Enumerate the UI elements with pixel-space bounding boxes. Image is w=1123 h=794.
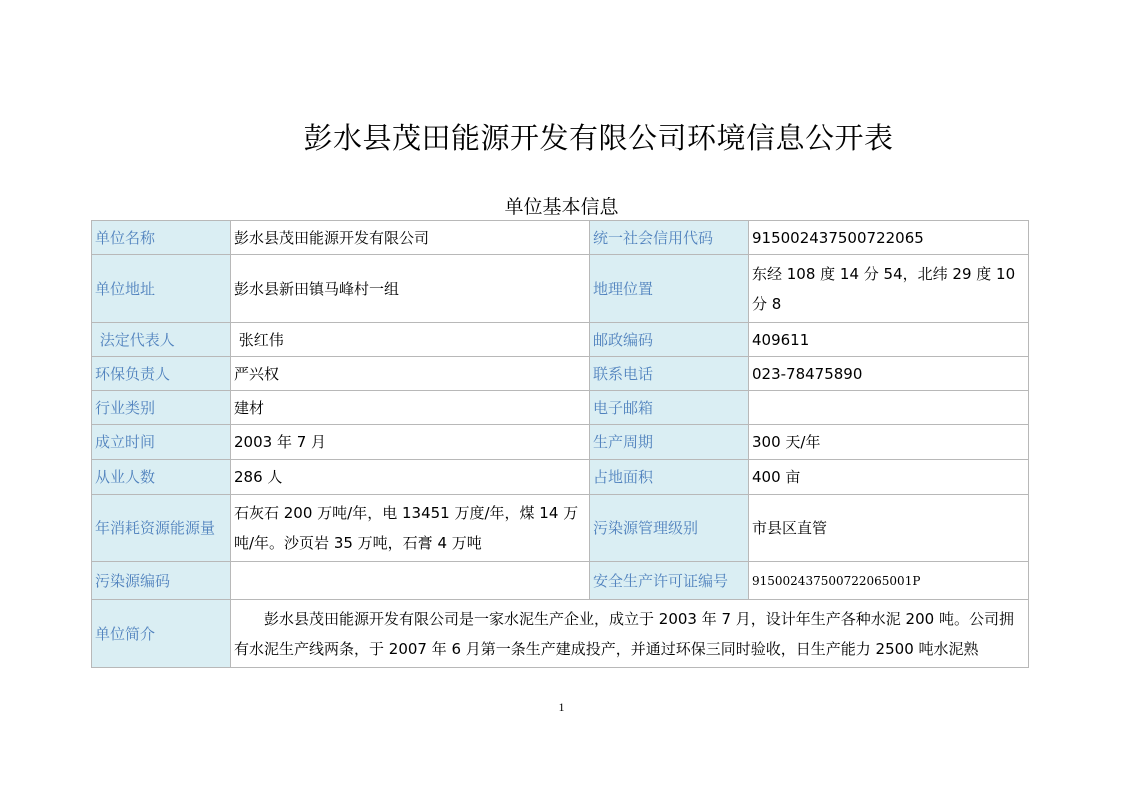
label-employees: 从业人数 — [92, 460, 231, 495]
value-geo-location: 东经 108 度 14 分 54，北纬 29 度 10 分 8 — [749, 255, 1029, 323]
value-unit-intro: 彭水县茂田能源开发有限公司是一家水泥生产企业，成立于 2003 年 7 月，设计年生产各种水泥 200 吨。公司拥有水泥生产线两条，于 2007 年 6 月第一条生产建成投产，并通过环保三同时验收，日生产能力 2500 吨水泥熟 — [231, 600, 1029, 668]
value-unit-name: 彭水县茂田能源开发有限公司 — [231, 221, 590, 255]
label-unit-name: 单位名称 — [92, 221, 231, 255]
value-env-officer: 严兴权 — [231, 357, 590, 391]
basic-info-table — [91, 220, 1029, 668]
label-phone: 联系电话 — [590, 357, 749, 391]
table-row — [92, 391, 1029, 425]
label-land-area: 占地面积 — [590, 460, 749, 495]
label-env-officer: 环保负责人 — [92, 357, 231, 391]
table-row — [92, 600, 1029, 668]
label-unit-intro: 单位简介 — [92, 600, 231, 668]
value-email — [749, 391, 1029, 425]
value-pollution-code — [231, 562, 590, 600]
value-employees: 286 人 — [231, 460, 590, 495]
value-phone: 023-78475890 — [749, 357, 1029, 391]
value-industry: 建材 — [231, 391, 590, 425]
page-number: 1 — [558, 700, 565, 714]
label-legal-rep: 法定代表人 — [92, 323, 231, 357]
table-row — [92, 562, 1029, 600]
table-row — [92, 221, 1029, 255]
label-industry: 行业类别 — [92, 391, 231, 425]
label-pollution-code: 污染源编码 — [92, 562, 231, 600]
label-unit-address: 单位地址 — [92, 255, 231, 323]
label-resource-consumption: 年消耗资源能源量 — [92, 495, 231, 562]
table-row — [92, 425, 1029, 460]
label-pollution-level: 污染源管理级别 — [590, 495, 749, 562]
value-unit-address: 彭水县新田镇马峰村一组 — [231, 255, 590, 323]
section-title: 单位基本信息 — [504, 196, 619, 218]
value-credit-code: 915002437500722065 — [749, 221, 1029, 255]
value-pollution-level: 市县区直管 — [749, 495, 1029, 562]
table-row — [92, 495, 1029, 562]
value-postal-code: 409611 — [749, 323, 1029, 357]
label-safety-license: 安全生产许可证编号 — [590, 562, 749, 600]
table-row — [92, 255, 1029, 323]
value-resource-consumption: 石灰石 200 万吨/年，电 13451 万度/年，煤 14 万吨/年。沙页岩 35 万吨，石膏 4 万吨 — [231, 495, 590, 562]
label-production-cycle: 生产周期 — [590, 425, 749, 460]
table-row — [92, 357, 1029, 391]
label-email: 电子邮箱 — [590, 391, 749, 425]
value-legal-rep: 张红伟 — [231, 323, 590, 357]
value-production-cycle: 300 天/年 — [749, 425, 1029, 460]
value-land-area: 400 亩 — [749, 460, 1029, 495]
label-credit-code: 统一社会信用代码 — [590, 221, 749, 255]
table-row — [92, 460, 1029, 495]
value-founded: 2003 年 7 月 — [231, 425, 590, 460]
value-safety-license: 915002437500722065001P — [749, 562, 1029, 600]
label-geo-location: 地理位置 — [590, 255, 749, 323]
label-founded: 成立时间 — [92, 425, 231, 460]
table-row — [92, 323, 1029, 357]
document-title: 彭水县茂田能源开发有限公司环境信息公开表 — [303, 121, 894, 155]
label-postal-code: 邮政编码 — [590, 323, 749, 357]
